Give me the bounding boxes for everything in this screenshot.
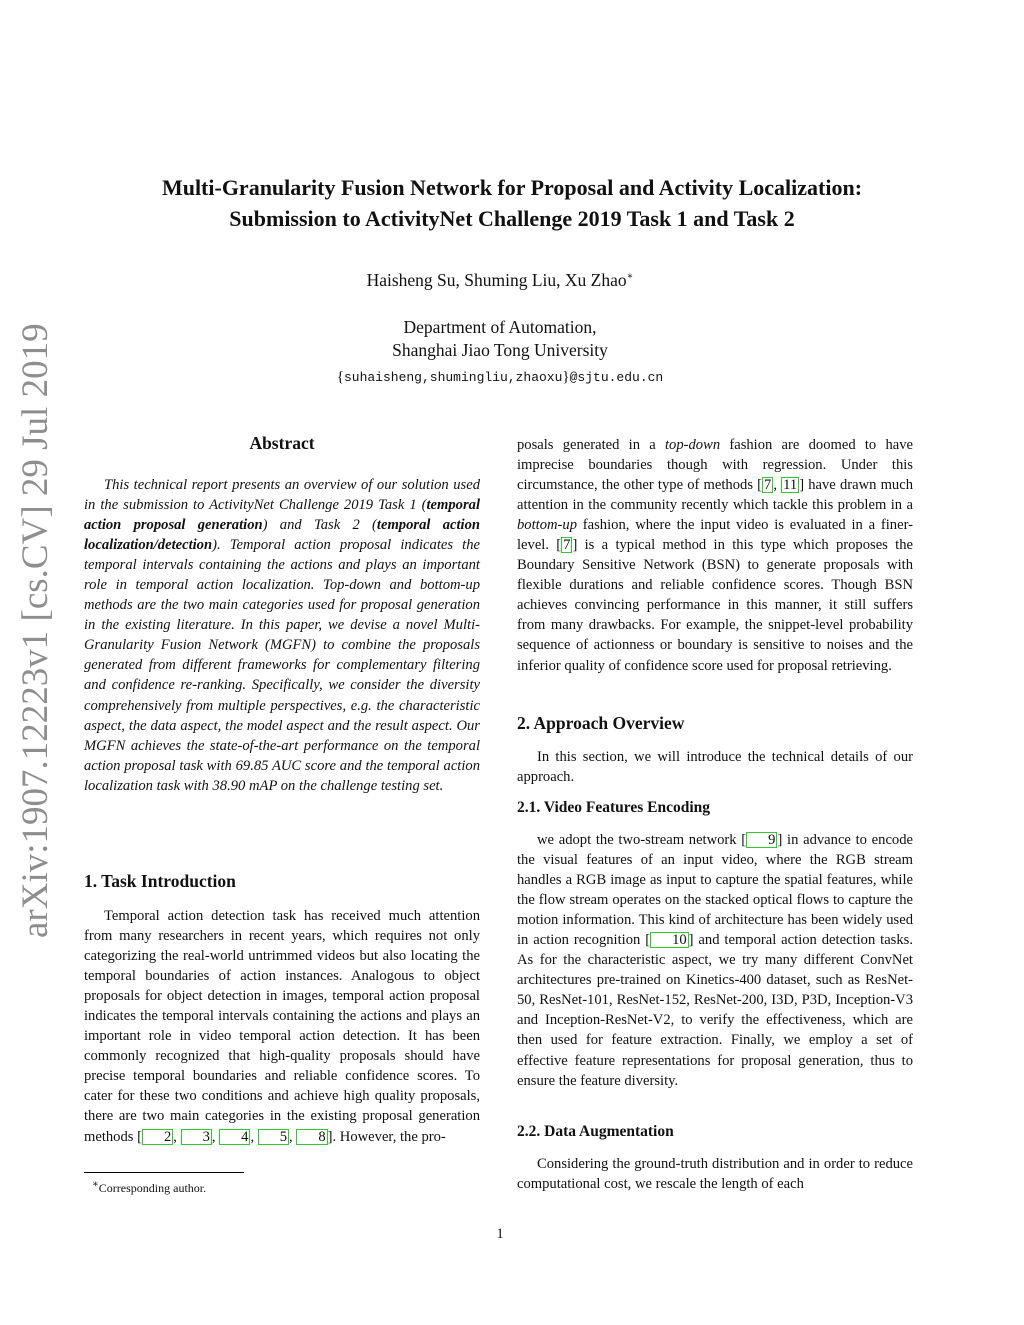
citation-10[interactable]: 10 — [650, 932, 689, 948]
section-2-heading: 2. Approach Overview — [517, 713, 685, 733]
footnote-rule — [84, 1172, 244, 1173]
intro-italic-bottom-up: bottom-up — [517, 517, 577, 534]
affiliation-line-1: Department of Automation, — [403, 317, 597, 337]
footnote-text: Corresponding author. — [98, 1181, 207, 1195]
section-2-1-text-2: ] in advance to encode the visual features of an input video, where the RGB stream handles a RGB image as input to capture the spatial features, while the flow stream operates on the stacked optical flows to capture the motion information. This kind of architecture has been widely used in action recognition [ — [517, 832, 914, 949]
citation-11[interactable]: 11 — [783, 477, 798, 494]
intro-text-4: fashion, where the input video is evaluated in a finer-level. [ — [517, 517, 913, 554]
email-names: suhaisheng,shumingliu,zhaoxu — [343, 370, 563, 385]
section-2-2-body: Considering the ground-truth distribution and in order to reduce computational cost, we rescale the length of each — [517, 1156, 913, 1193]
footnote — [92, 1179, 206, 1196]
affiliation-line-2: Shanghai Jiao Tong University — [392, 340, 608, 360]
abstract-text-2: ) and Task 2 ( — [262, 517, 377, 534]
section-2-1-text-1: we adopt the two-stream network [ — [537, 832, 747, 848]
section-1-text-1: Temporal action detection task has received much attention from many researchers in recent years, which requires not only categorizing the real-world untrimmed videos but also locating the temporal boundaries of action instances. Analogous to object proposals for object detection in images, temporal action proposal indicates the temporal intervals containing the actions and plays an important role in video temporal action detection. It has been commonly recognized that high-quality proposals should have precise temporal boundaries and reliable confidence scores. To cater for these two conditions and achieve high quality proposals, there are two main categories in the existing proposal generation methods [ — [84, 908, 480, 1145]
section-1-body: Temporal action detection task has received much attention from many researchers in recent years, which requires not only categorizing the real-world untrimmed videos but also locating the temporal boundaries of action instances. Analogous to object proposals for object detection in images, temporal action proposal indicates the temporal intervals containing the actions and plays an important role in video temporal action detection. It has been commonly recognized that high-quality proposals should have precise temporal boundaries and reliable confidence scores. To cater for these two conditions and achieve high quality proposals, there are two main categories in the existing proposal generation methods [ 2 , 3 , 4 , 5 , 8 ]. However, the pro- — [84, 908, 480, 1145]
citation-2[interactable]: 2 — [142, 1129, 173, 1145]
email-domain: @sjtu.edu.cn — [569, 370, 664, 385]
citation-4[interactable]: 4 — [219, 1129, 250, 1145]
intro-text-5: ] is a typical method in this type which proposes the Boundary Sensitive Network (BSN) to generate proposals with flexible durations and reliable confidence scores. Though BSN achieves convincing performance in this manner, it still suffers from many drawbacks. For example, the snippet-level probability sequence of actionness or boundary is sensitive to noises and the inferior quality of confidence score used for proposal retrieving. — [517, 537, 913, 674]
footnote-mark: ∗ — [92, 1179, 99, 1190]
email-brace-open: { — [336, 369, 344, 385]
citation-7b[interactable]: 7 — [563, 537, 571, 554]
title-line-1: Multi-Granularity Fusion Network for Proposal and Activity Localization: — [161, 175, 863, 200]
intro-text-1: posals generated in a — [517, 437, 665, 453]
email-brace-close: } — [562, 369, 570, 385]
intro-text-3: ] have drawn much attention in the community recently which tackle this problem in a — [517, 477, 913, 514]
section-2-1-text-3: ] and temporal action detection tasks. As for the characteristic aspect, we try many different ConvNet architectures pre-trained on Kinetics-400 dataset, such as ResNet-50, ResNet-101, ResNet-152, ResNet-200, I3D, P3D, Inception-V3 and Inception-ResNet-V2, to verify the effectiveness, which are then used for feature extraction. Finally, we employ a set of effective feature representations for proposal generation, thus to ensure the feature diversity. — [517, 932, 913, 1089]
citation-3[interactable]: 3 — [181, 1129, 212, 1145]
author-footnote-mark: ∗ — [626, 271, 634, 283]
section-2-2-heading: 2.2. Data Augmentation — [517, 1123, 674, 1140]
abstract-heading: Abstract — [249, 433, 315, 453]
section-1-text-2: ]. However, the pro- — [327, 1128, 446, 1145]
citation-5[interactable]: 5 — [258, 1129, 289, 1145]
abstract-text-1: This technical report presents an overview of our solution used in the submission to ActivityNet Challenge 2019 Task 1 ( — [84, 477, 480, 514]
intro-continued: posals generated in a top-down fashion are doomed to have imprecise boundaries though with regression. Under this circumstance, the other type of methods [ 7 , 11 ] have drawn much attention in the community recently which tackle this problem in a bottom-up fashion, where the input video is evaluated in a finer-level. [ 7 ] is a typical method in this type which proposes the Boundary Sensitive Network (BSN) to generate proposals with flexible durations and reliable confidence scores. Though BSN achieves convincing performance in this manner, it still suffers from many drawbacks. For example, the snippet-level probability sequence of actionness or boundary is sensitive to noises and the inferior quality of confidence score used for proposal retrieving. — [517, 437, 914, 674]
arxiv-stamp: arXiv:1907.12223v1 [cs.CV] 29 Jul 2019 — [15, 323, 56, 938]
section-2-body: In this section, we will introduce the technical details of our approach. — [517, 749, 913, 786]
abstract-text-3: ). Temporal action proposal indicates the temporal intervals containing the actions and plays an important role in temporal action localization. Top-down and bottom-up methods are the two main categories used for proposal generation in the existing literature. In this paper, we devise a novel Multi-Granularity Fusion Network (MGFN) to combine the proposals generated from different frameworks for complementary filtering and confidence re-ranking. Specifically, we consider the diversity comprehensively from multiple perspectives, e.g. the characteristic aspect, the data aspect, the model aspect and the result aspect. Our MGFN achieves the state-of-the-art performance on the temporal action proposal task with 69.85 AUC score and the temporal action localization task with 38.90 mAP on the challenge testing set. — [84, 537, 480, 794]
section-2-1-heading: 2.1. Video Features Encoding — [517, 799, 711, 816]
paper-title — [60, 172, 964, 234]
abstract-body — [84, 475, 480, 796]
citation-9[interactable]: 9 — [746, 832, 777, 848]
citation-8[interactable]: 8 — [296, 1129, 327, 1145]
intro-italic-top-down: top-down — [664, 437, 721, 453]
affiliation — [0, 316, 1000, 362]
page-number: 1 — [496, 1226, 504, 1242]
authors-text: Haisheng Su, Shuming Liu, Xu Zhao — [366, 270, 627, 290]
citation-7[interactable]: 7 — [764, 477, 772, 494]
intro-text-2: fashion are doomed to have imprecise boundaries though with regression. Under this circumstance, the other type of methods [ — [517, 437, 914, 494]
title-line-2: Submission to ActivityNet Challenge 2019 Task 1 and Task 2 — [229, 206, 795, 231]
email-line — [0, 369, 1000, 386]
abstract-bold-2: temporal action localization/detection — [84, 517, 481, 554]
section-1-heading: 1. Task Introduction — [84, 871, 236, 891]
abstract-bold-1: temporal action proposal generation — [84, 497, 480, 534]
section-2-1-body — [517, 830, 913, 1091]
author-list — [0, 270, 1000, 291]
